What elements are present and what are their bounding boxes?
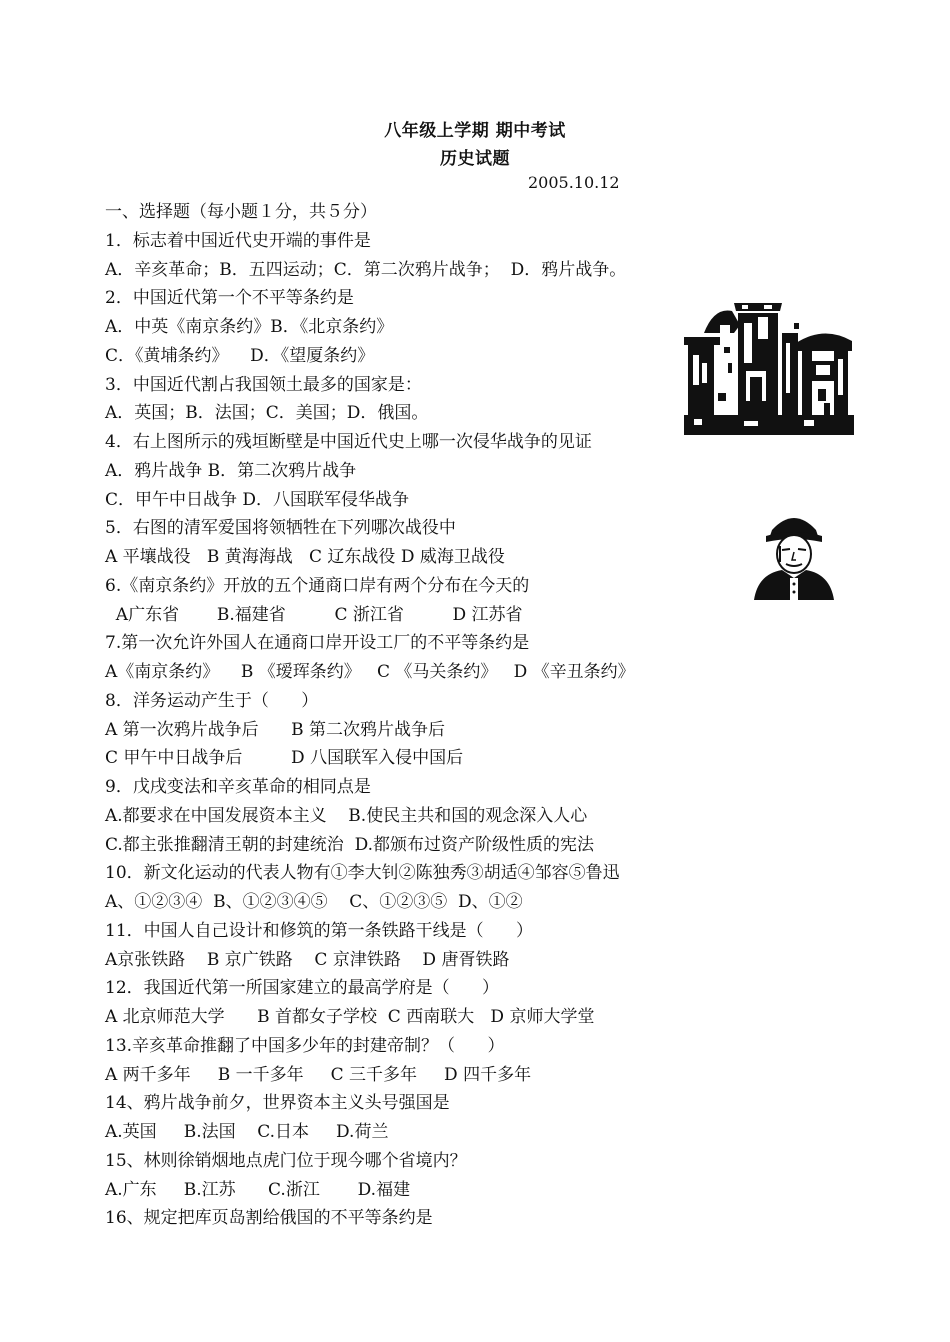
- text-line: A京张铁路 B 京广铁路 C 京津铁路 D 唐胥铁路: [105, 950, 510, 970]
- text-line: A 平壤战役 B 黄海海战 C 辽东战役 D 威海卫战役: [105, 547, 505, 567]
- exam-subtitle: 历史试题: [440, 149, 510, 169]
- exam-date: 2005.10.12: [528, 173, 620, 192]
- text-line: 12．我国近代第一所国家建立的最高学府是（ ）: [105, 978, 500, 998]
- text-line: 15、林则徐销烟地点虎门位于现今哪个省境内？: [105, 1151, 467, 1171]
- text-line: 4．右上图所示的残垣断壁是中国近代史上哪一次侵华战争的见证: [105, 432, 592, 452]
- text-line: C．《黄埔条约》 D．《望厦条约》: [105, 346, 375, 366]
- text-line: C.都主张推翻清王朝的封建统治 D.都颁布过资产阶级性质的宪法: [105, 835, 595, 855]
- text-line: A．鸦片战争 B．第二次鸦片战争: [105, 461, 357, 481]
- text-line: C．甲午中日战争 D．八国联军侵华战争: [105, 490, 410, 510]
- text-line: 2．中国近代第一个不平等条约是: [105, 288, 354, 308]
- text-line: 一、选择题（每小题１分，共５分）: [105, 202, 377, 222]
- text-line: A《南京条约》 B 《瑷珲条约》 C 《马关条约》 D 《辛丑条约》: [105, 662, 635, 682]
- text-line: 3．中国近代割占我国领土最多的国家是：: [105, 375, 422, 395]
- text-line: A.都要求在中国发展资本主义 B.使民主共和国的观念深入人心: [105, 806, 588, 826]
- text-line: A.广东 B.江苏 C.浙江 D.福建: [105, 1180, 411, 1200]
- general-portrait: [752, 502, 836, 600]
- text-line: 14、鸦片战争前夕，世界资本主义头号强国是: [105, 1093, 450, 1113]
- text-line: A、①②③④ B、①②③④⑤ C、①②③⑤ D、①②: [105, 892, 523, 912]
- text-line: A 第一次鸦片战争后 B 第二次鸦片战争后: [105, 720, 445, 740]
- text-line: 5．右图的清军爱国将领牺牲在下列哪次战役中: [105, 518, 456, 538]
- text-line: C 甲午中日战争后 D 八国联军入侵中国后: [105, 748, 464, 768]
- text-line: 11．中国人自己设计和修筑的第一条铁路干线是（ ）: [105, 921, 534, 941]
- text-line: 9．戊戌变法和辛亥革命的相同点是: [105, 777, 371, 797]
- text-line: A．中英《南京条约》B．《北京条约》: [105, 317, 394, 337]
- text-line: A．英国；B．法国；C．美国；D．俄国。: [105, 403, 429, 423]
- text-line: 8．洋务运动产生于（ ）: [105, 691, 319, 711]
- text-line: 13.辛亥革命推翻了中国多少年的封建帝制？（ ）: [105, 1036, 505, 1056]
- text-line: A.英国 B.法国 C.日本 D.荷兰: [105, 1122, 389, 1142]
- text-line: A广东省 B.福建省 C 浙江省 D 江苏省: [105, 605, 523, 625]
- text-line: 16、规定把库页岛割给俄国的不平等条约是: [105, 1208, 433, 1228]
- text-line: 7.第一次允许外国人在通商口岸开设工厂的不平等条约是: [105, 633, 530, 653]
- text-line: A．辛亥革命；B．五四运动；C．第二次鸦片战争； D．鸦片战争。: [105, 260, 627, 280]
- text-line: 6.《南京条约》开放的五个通商口岸有两个分布在今天的: [105, 576, 530, 596]
- exam-title: 八年级上学期 期中考试: [384, 121, 566, 141]
- ruins-photo: [684, 303, 854, 435]
- text-line: 1．标志着中国近代史开端的事件是: [105, 231, 371, 251]
- text-line: A 两千多年 B 一千多年 C 三千多年 D 四千多年: [105, 1065, 532, 1085]
- text-line: A 北京师范大学 B 首都女子学校 C 西南联大 D 京师大学堂: [105, 1007, 595, 1027]
- text-line: 10．新文化运动的代表人物有①李大钊②陈独秀③胡适④邹容⑤鲁迅: [105, 863, 620, 883]
